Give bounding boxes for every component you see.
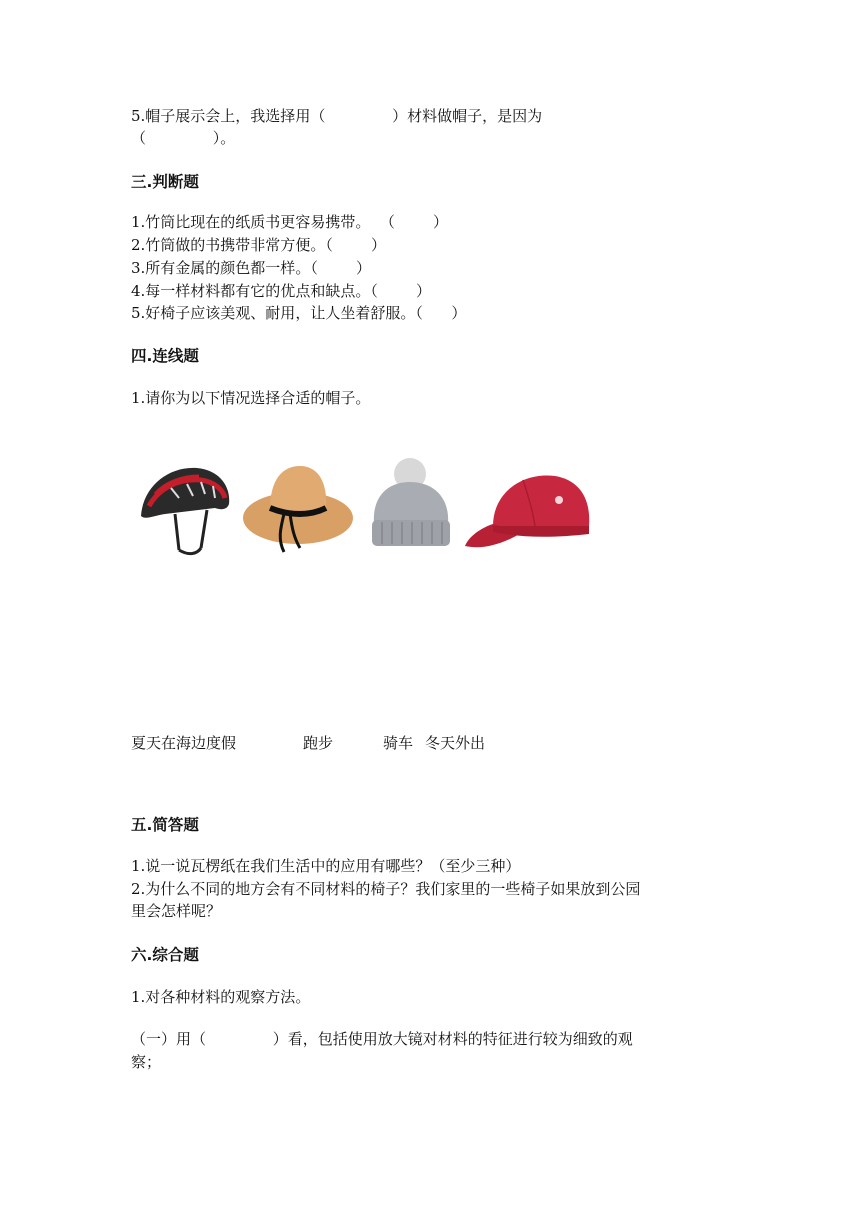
section4-heading: 四.连线题 xyxy=(131,347,199,365)
bike-helmet-image xyxy=(135,458,233,558)
judge-item-3: 3.所有金属的颜色都一样。（ ） xyxy=(131,259,371,277)
fill-in-q5-line2: （ ）。 xyxy=(131,129,236,147)
matching-question: 1.请你为以下情况选择合适的帽子。 xyxy=(131,389,371,407)
section3-heading: 三.判断题 xyxy=(131,173,199,191)
judge-item-5: 5.好椅子应该美观、耐用，让人坐着舒服。（ ） xyxy=(131,304,467,322)
judge-item-4: 4.每一样材料都有它的优点和缺点。（ ） xyxy=(131,282,431,300)
short-answer-q2-line1: 2.为什么不同的地方会有不同材料的椅子？我们家里的一些椅子如果放到公园 xyxy=(131,880,641,898)
knit-beanie-image xyxy=(368,456,454,550)
section6-heading: 六.综合题 xyxy=(131,946,199,964)
matching-option-cycling: 骑车 xyxy=(383,734,414,752)
sun-hat-image xyxy=(240,460,356,556)
matching-option-summer-beach: 夏天在海边度假 xyxy=(131,734,237,752)
matching-option-winter-outing: 冬天外出 xyxy=(425,734,486,752)
comprehensive-sub1-line2: 察； xyxy=(131,1053,162,1071)
judge-item-1: 1.竹筒比现在的纸质书更容易携带。 （ ） xyxy=(131,213,448,231)
baseball-cap-image xyxy=(463,468,593,554)
section5-heading: 五.简答题 xyxy=(131,816,199,834)
short-answer-q1: 1.说一说瓦楞纸在我们生活中的应用有哪些？（至少三种） xyxy=(131,857,521,875)
fill-in-q5-line1: 5.帽子展示会上，我选择用（ ）材料做帽子，是因为 xyxy=(131,107,543,125)
comprehensive-q1: 1.对各种材料的观察方法。 xyxy=(131,988,311,1006)
matching-option-running: 跑步 xyxy=(303,734,334,752)
comprehensive-sub1-line1: （一）用（ ）看，包括使用放大镜对材料的特征进行较为细致的观 xyxy=(131,1030,633,1048)
judge-item-2: 2.竹筒做的书携带非常方便。（ ） xyxy=(131,236,386,254)
short-answer-q2-line2: 里会怎样呢？ xyxy=(131,902,222,920)
